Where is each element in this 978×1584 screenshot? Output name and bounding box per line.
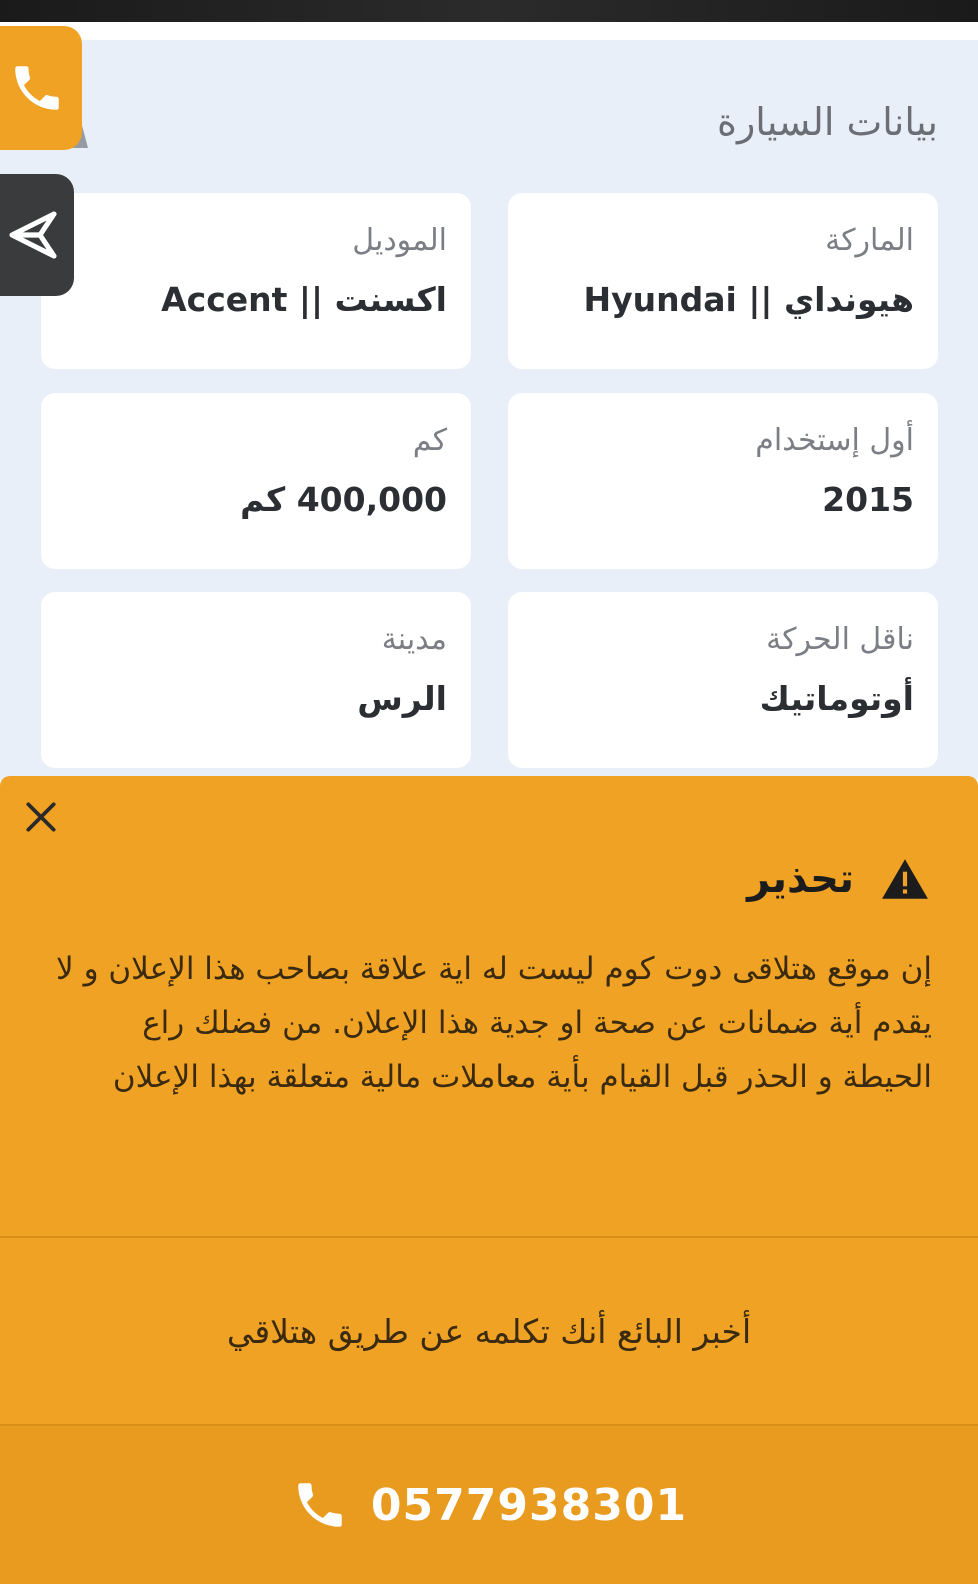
share-icon — [5, 207, 61, 263]
section-title: بيانات السيارة — [717, 100, 938, 144]
detail-label: أول إستخدام — [755, 423, 914, 458]
detail-value: 400,000 كم — [240, 480, 447, 519]
detail-label: ناقل الحركة — [766, 622, 914, 657]
top-spacer — [0, 22, 978, 40]
close-button[interactable] — [18, 794, 64, 840]
detail-value: الرس — [357, 679, 447, 718]
detail-label: الماركة — [825, 223, 914, 258]
detail-label: الموديل — [352, 223, 447, 258]
tell-seller-text: أخبر البائع أنك تكلمه عن طريق هتلاقي — [226, 1311, 752, 1351]
phone-icon — [8, 59, 66, 117]
floating-call-button[interactable] — [0, 26, 82, 150]
detail-value: هيونداي || Hyundai — [583, 280, 914, 319]
detail-card-city — [41, 592, 471, 768]
call-seller-button[interactable] — [0, 1426, 978, 1584]
detail-card-transmission — [508, 592, 938, 768]
warning-header — [747, 856, 930, 902]
close-icon — [22, 798, 60, 836]
warning-title: تحذير — [747, 856, 854, 902]
detail-label: مدينة — [381, 622, 447, 657]
detail-card-model — [41, 193, 471, 369]
detail-card-brand — [508, 193, 938, 369]
detail-value: أوتوماتيك — [759, 679, 914, 718]
phone-icon — [291, 1476, 349, 1534]
warning-triangle-icon — [880, 857, 930, 901]
detail-value: 2015 — [822, 480, 914, 519]
floating-share-button[interactable] — [0, 174, 74, 296]
detail-card-mileage — [41, 393, 471, 569]
detail-card-first-use — [508, 393, 938, 569]
status-bar — [0, 0, 978, 22]
warning-message: إن موقع هتلاقى دوت كوم ليست له اية علاقة بصاحب هذا الإعلان و لا يقدم أية ضمانات عن صحة او جدية هذا الإعلان. من فضلك راع الحيطة و الحذر قبل القيام بأية معاملات مالية متعلقة بهذا الإعلان — [56, 951, 932, 1095]
warning-panel — [0, 776, 978, 1584]
phone-number: 0577938301 — [370, 1479, 688, 1531]
detail-value: اكسنت || Accent — [161, 280, 447, 319]
detail-label: كم — [412, 423, 447, 458]
